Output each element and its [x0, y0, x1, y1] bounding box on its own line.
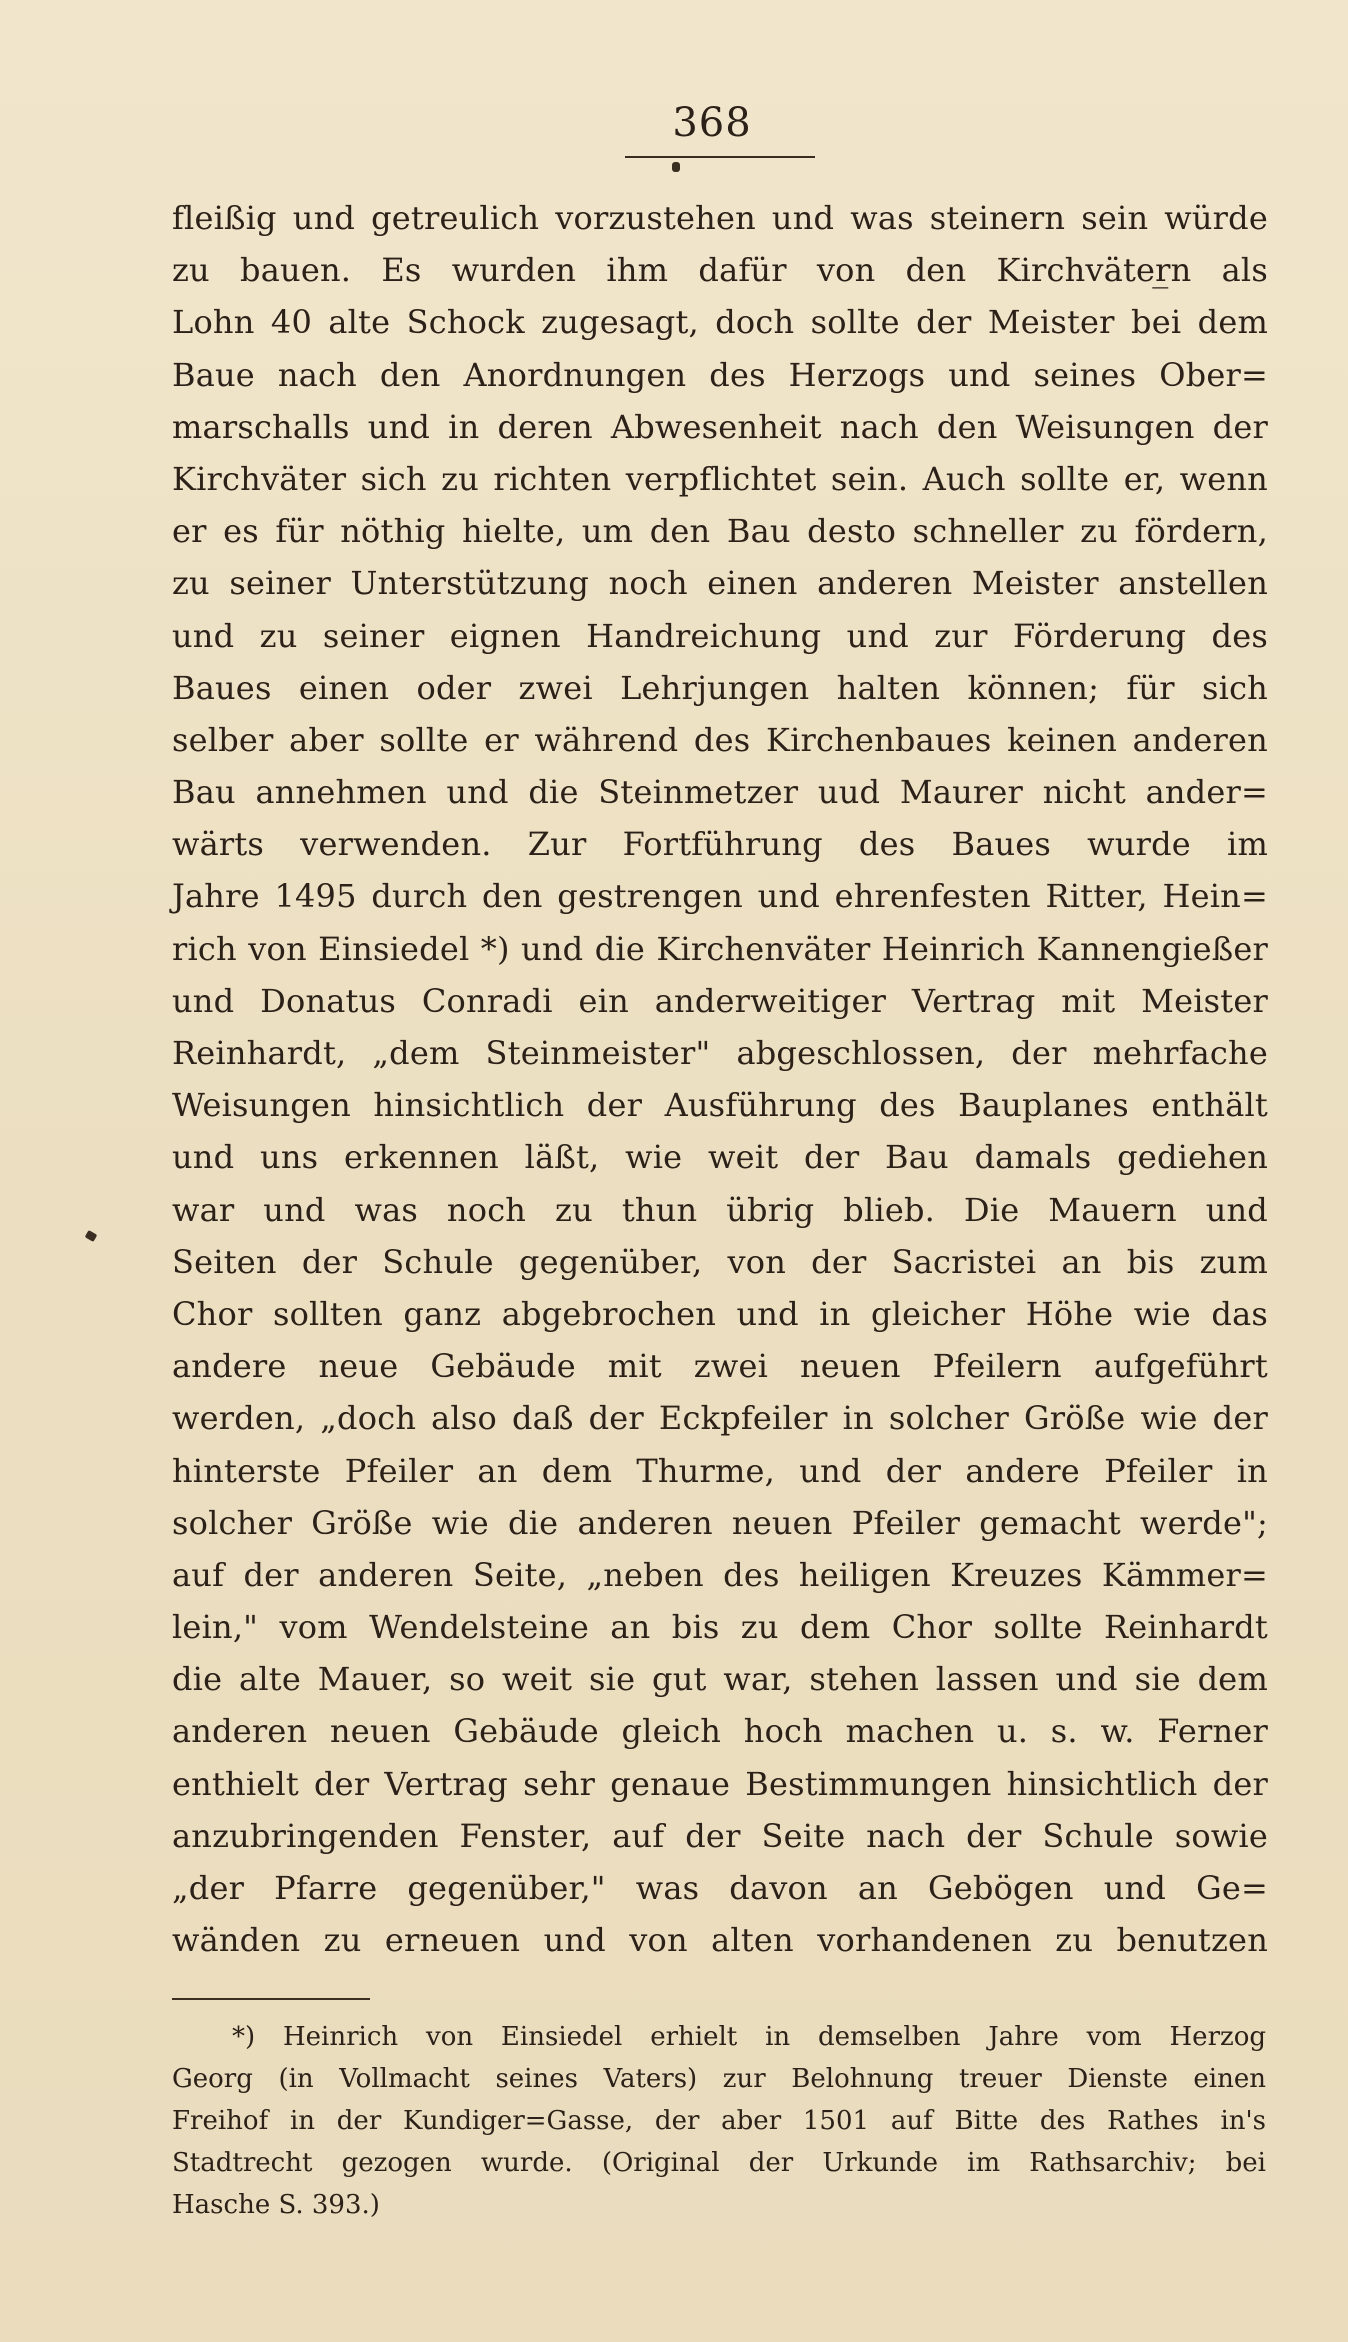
text-line: auf der anderen Seite, „neben des heiligen Kreuzes Kämmer= [172, 1555, 1268, 1594]
text-line: er es für nöthig hielte, um den Bau desto schneller zu fördern, [172, 512, 1268, 551]
text-line: wänden zu erneuen und von alten vorhandenen zu benutzen [172, 1921, 1268, 1960]
text-line: und zu seiner eignen Handreichung und zur Förderung des [172, 616, 1268, 655]
text-line: Seiten der Schule gegenüber, von der Sacristei an bis zum [172, 1242, 1268, 1281]
header-rule [625, 156, 815, 158]
footnote-line: *) Heinrich von Einsiedel erhielt in demselben Jahre vom Herzog [232, 2022, 1266, 2052]
text-line: Lohn 40 alte Schock zugesagt, doch sollte der Meister bei dem [172, 303, 1268, 342]
footnote [172, 2016, 1266, 2226]
text-line: werden, „doch also daß der Eckpfeiler in solcher Größe wie der [172, 1399, 1268, 1438]
text-line: Weisungen hinsichtlich der Ausführung des Bauplanes enthält [172, 1086, 1268, 1125]
footnote-line: Georg (in Vollmacht seines Vaters) zur Belohnung treuer Dienste einen [172, 2064, 1266, 2094]
text-line: lein," vom Wendelsteine an bis zu dem Chor sollte Reinhardt [172, 1608, 1268, 1647]
text-line: Chor sollten ganz abgebrochen und in gleicher Höhe wie das [172, 1294, 1268, 1333]
footnote-line: Freihof in der Kundiger=Gasse, der aber 1501 auf Bitte des Rathes in's [172, 2106, 1266, 2136]
text-line: fleißig und getreulich vorzustehen und was steinern sein würde [172, 199, 1268, 237]
text-line: anzubringenden Fenster, auf der Seite nach der Schule sowie [172, 1816, 1268, 1855]
text-line: Baue nach den Anordnungen des Herzogs und seines Ober= [172, 355, 1268, 394]
text-line: Bau annehmen und die Steinmetzer uud Maurer nicht ander= [172, 773, 1268, 812]
text-line: Reinhardt, „dem Steinmeister" abgeschlossen, der mehrfache [172, 1034, 1268, 1072]
text-line: andere neue Gebäude mit zwei neuen Pfeilern aufgeführt [172, 1347, 1268, 1386]
text-line: selber aber sollte er während des Kirchenbaues keinen anderen [172, 720, 1268, 759]
text-line: zu bauen. Es wurden ihm dafür von den Kirchväter̲n als [172, 251, 1268, 290]
footnote-rule [172, 1998, 370, 2000]
text-line: enthielt der Vertrag sehr genaue Bestimmungen hinsichtlich der [172, 1764, 1268, 1803]
text-line: solcher Größe wie die anderen neuen Pfeiler gemacht werde"; [172, 1503, 1268, 1542]
text-line: Kirchväter sich zu richten verpflichtet sein. Auch sollte er, wenn [172, 459, 1268, 498]
text-line: und uns erkennen läßt, wie weit der Bau damals gediehen [172, 1138, 1268, 1177]
text-line: hinterste Pfeiler an dem Thurme, und der andere Pfeiler in [172, 1451, 1268, 1490]
header-ornament-dot [672, 162, 680, 172]
text-line: und Donatus Conradi ein anderweitiger Vertrag mit Meister [172, 981, 1268, 1020]
margin-ink-mark [85, 1230, 98, 1242]
text-line: marschalls und in deren Abwesenheit nach den Weisungen der [172, 407, 1268, 446]
text-line: „der Pfarre gegenüber," was davon an Gebögen und Ge= [172, 1869, 1268, 1907]
text-line: war und was noch zu thun übrig blieb. Die Mauern und [172, 1190, 1268, 1229]
text-line: die alte Mauer, so weit sie gut war, stehen lassen und sie dem [172, 1660, 1268, 1699]
text-line: wärts verwenden. Zur Fortführung des Baues wurde im [172, 825, 1268, 864]
text-line: zu seiner Unterstützung noch einen anderen Meister anstellen [172, 564, 1268, 603]
text-line: Baues einen oder zwei Lehrjungen halten können; für sich [172, 668, 1268, 707]
page-number: 368 [672, 100, 752, 146]
text-line: Jahre 1495 durch den gestrengen und ehrenfesten Ritter, Hein= [172, 877, 1268, 916]
body-text [172, 192, 1268, 1966]
footnote-line: Stadtrecht gezogen wurde. (Original der Urkunde im Rathsarchiv; bei [172, 2148, 1266, 2178]
footnote-line: Hasche S. 393.) [172, 2190, 380, 2220]
text-line: rich von Einsiedel *) und die Kirchenväter Heinrich Kannengießer [172, 929, 1268, 968]
text-line: anderen neuen Gebäude gleich hoch machen u. s. w. Ferner [172, 1712, 1268, 1751]
